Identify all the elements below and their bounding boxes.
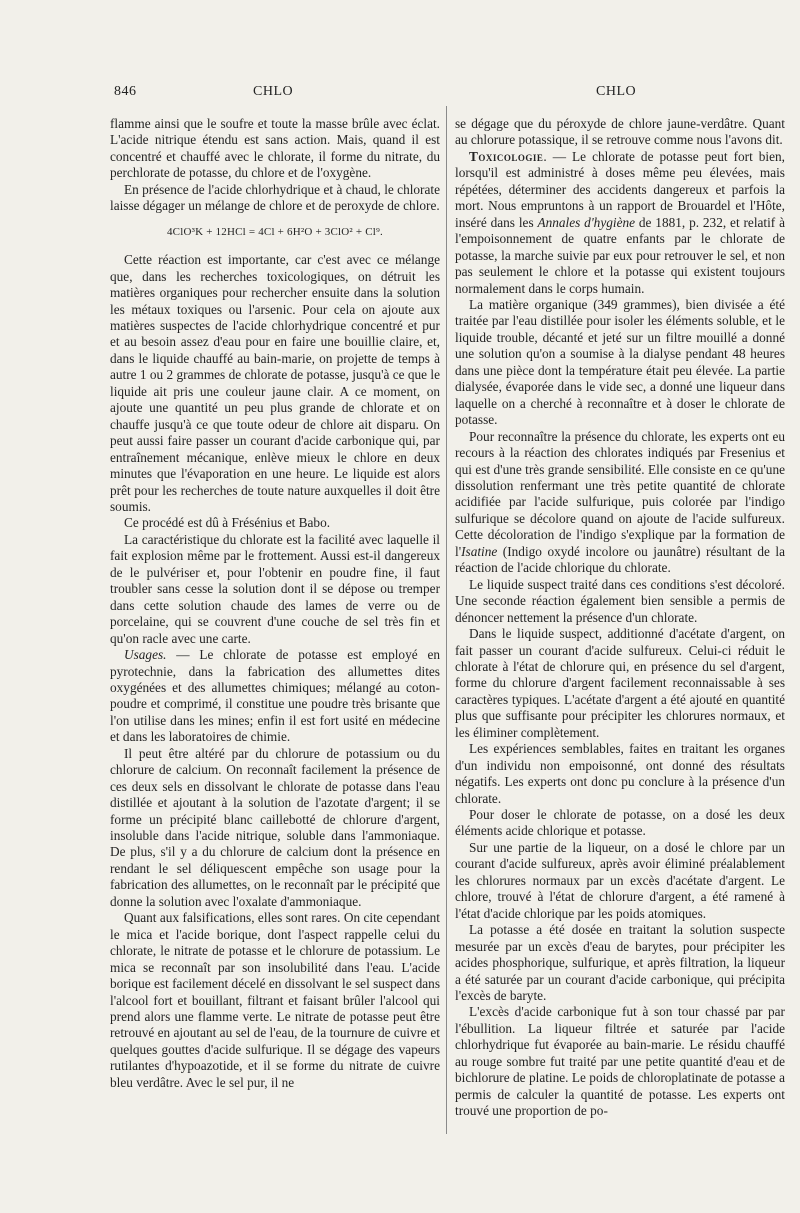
paragraph: se dégage que du péroxyde de chlore jaune-verdâtre. Quant au chlorure potassique, il se retrouve comme nous l'avons dit. (455, 116, 785, 148)
paragraph-toxicologie (455, 149, 785, 297)
column-divider (446, 106, 447, 1134)
page-header (0, 84, 800, 106)
paragraph: La matière organique (349 grammes), bien divisée a été traitée par l'eau distillée pour isoler les éléments soluble, et le liquide trouble, décanté et jeté sur un filtre mouillé a donné une solution qu'on a soumise à la dialyse pendant 48 heures dans une pièce dont la température était peu élevée. La partie dialysée, évaporée dans le vide sec, a donné une liqueur dans laquelle on a cherché à reconnaître et à doser le chlorate de potasse. (455, 296, 785, 428)
page-number: 846 (114, 84, 137, 99)
paragraph: Sur une partie de la liqueur, on a dosé le chlore par un courant d'acide sulfureux, après avoir éliminé préalablement les chlorures normaux par un excès d'acétate d'argent. Le chlore, trouvé à l'état de chlorure d'argent, a été ramené à l'état d'acide chlorique par les poids atomiques. (455, 839, 785, 921)
paragraph-text: — Le chlorate de potasse est employé en pyrotechnie, dans la fabrication des allumettes dites oxygénées et des allumettes chimiques; mélangé au coton-poudre et comprimé, il constitue une poudre très brisante que l'on utilise dans les mines; enfin il est fort usité en médecine et dans les laboratoires de chimie. (110, 647, 440, 745)
paragraph: Quant aux falsifications, elles sont rares. On cite cependant le mica et l'acide borique, dont l'aspect rappelle celui du chlorate, le nitrate de potasse et le chlorure de potassium. Le mica se reconnaît par son insolubilité dans l'eau. L'acide borique est facilement décelé en dissolvant le sel suspect dans l'alcool fort et bouillant, filtrant et faisant brûler l'alcool qui prend alors une flamme verte. Le nitrate de potasse peut être retrouvé en ajoutant au sel de l'eau, de la tournure de cuivre et quelques gouttes d'acide sulfurique. Il se dégage des vapeurs rutilantes d'hypoazotide, et il se forme du nitrate de cuivre bleu verdâtre. Avec le sel pur, il ne (110, 910, 440, 1090)
journal-title: Annales d'hygiène (537, 214, 636, 230)
paragraph-text: de 1881, p. 232, et relatif à l'empoisonnement de quatre enfants par le chlorate de potasse, la marche suivie par eux pour retrouver le sel, et non pas seulement le chlore et la potasse qui existent toujours normalement dans le corps humain. (455, 214, 786, 296)
chemical-formula: 4ClO³K + 12HCl = 4Cl + 6H²O + 3ClO² + Cl⁹. (166, 225, 384, 238)
paragraph: flamme ainsi que le soufre et toute la masse brûle avec éclat. L'acide nitrique étendu est sans action. Mais, quand il est concentré et chauffé avec le chlorate, il forme du nitrate, du perchlorate de potasse, du chlore et de l'oxygène. (110, 116, 440, 181)
left-column (110, 116, 440, 1091)
section-heading-toxicologie: Toxicologie (469, 148, 544, 164)
paragraph: Pour doser le chlorate de potasse, on a dosé les deux éléments acide chlorique et potasse. (455, 807, 785, 839)
paragraph: En présence de l'acide chlorhydrique et à chaud, le chlorate laisse dégager un mélange de chlore et de peroxyde de chlore. (110, 181, 440, 214)
paragraph: Ce procédé est dû à Frésénius et Babo. (124, 515, 331, 531)
term-isatine: Isatine (461, 543, 498, 559)
paragraph: La caractéristique du chlorate est la facilité avec laquelle il fait explosion même par le frottement. Aussi est-il dangereux de le pulvériser et, pour l'obtenir en poudre fine, il faut troubler sans cesse la solution dont il se dépose ou tremper dans cette solution chaude des lames de verre ou de porcelaine, qui se couvrent d'une couche de sel très fin et qu'on racle avec une carte. (110, 531, 440, 646)
paragraph: Les expériences semblables, faites en traitant les organes d'un individu non empoisonné, ont donné des résultats négatifs. Les experts ont donc pu conclure à la présence d'un chlorate. (455, 741, 785, 806)
right-column (455, 116, 785, 1120)
paragraph: L'excès d'acide carbonique fut à son tour chassé par par l'ébullition. La liqueur filtrée et saturée par l'acide chlorhydrique fut évaporée au bain-marie. Le résidu chauffé au rouge sombre fut traité par une petite quantité d'eau et de bichlorure de platine. Le poids de chloroplatinate de potasse a permis de calculer la quantité de potasse. Les experts ont trouvé une proportion de po- (455, 1004, 785, 1119)
paragraph: Dans le liquide suspect, additionné d'acétate d'argent, on fait passer un courant d'acide sulfureux. Celui-ci réduit le chlorate à l'état de chlorure qui, en présence du sel d'argent, forme du chlorure d'argent facilement reconnaissable à ses caractères typiques. L'acétate d'argent a été ajouté en quantité plus que suffisante pour précipiter les chlorures normaux, et les éliminer complètement. (455, 626, 785, 740)
paragraph: Il peut être altéré par du chlorure de potassium ou du chlorure de calcium. On reconnaît facilement la présence de ces deux sels en dissolvant le chlorate de potasse dans l'eau distillée et ajoutant à la solution de l'azotate d'argent; il se forme un précipité blanc caillebotté de chlorure d'argent, insoluble dans l'acide nitrique, soluble dans l'ammoniaque. De plus, s'il y a du chlorure de calcium dont la présence en rendant le sel déliquescent empêche son usage pour la fabrication des allumettes, on le reconnaît par le précipité que donne la solution avec l'oxalate d'ammoniaque. (110, 745, 440, 909)
paragraph-text: Pour reconnaître la présence du chlorate, les experts ont eu recours à la réaction des chlorates indiqués par Fresenius et qui est d'une très grande sensibilité. Elle consiste en ce qu'une dissolution renfermant une très petite quantité de chlorate acidifiée par l'acide sulfurique, puis colorée par l'indigo sulfurique se décolore quand on ajoute de l'acide sulfureux. Cette décoloration de l'indigo s'explique par la formation de l' (455, 428, 785, 559)
paragraph: La potasse a été dosée en traitant la solution suspecte mesurée par un excès d'eau de barytes, pour précipiter les acides phosphorique, sulfurique, et après filtration, la liqueur a été saturée par un courant d'acide carbonique, qui précipita l'excès de baryte. (455, 922, 785, 1004)
section-heading-usages: Usages. (124, 647, 167, 663)
paragraph: Le liquide suspect traité dans ces conditions s'est décoloré. Une seconde réaction également bien sensible a permis de dénoncer nettement la présence d'un chlorate. (455, 576, 785, 625)
running-head-right: CHLO (596, 84, 637, 99)
paragraph-usages (110, 647, 440, 746)
paragraph (455, 429, 785, 577)
running-head-left: CHLO (253, 84, 294, 99)
paragraph-text: . — Le chlorate de potasse peut fort bien, lorsqu'il est administré à doses même peu élevées, mais répétées, déterminer des accidents dangereux et parfois la mort. Nous empruntons à un rapport de Brouardel et l'Hôte, inséré dans les (455, 148, 785, 230)
paragraph: Cette réaction est importante, car c'est avec ce mélange que, dans les recherches toxicologiques, on détruit les matières organiques pour rechercher ensuite dans la solution les métaux toxiques ou l'arsenic. Pour cela on ajoute aux matières suspectes de l'acide chlorhydrique concentré et pur et au besoin assez d'eau pour en faire une bouillie claire, et, dans le liquide chauffé au bain-marie, on projette de temps à autre 1 ou 2 grammes de chlorate de potasse, jusqu'à ce que le liquide ait pris une couleur jaune clair. A ce moment, on ajoute une quantité un peu plus grande de chlorate et on chauffe jusqu'à ce que toute odeur de chlore ait disparu. On peut aussi faire passer un courant d'acide carbonique qui, par entraînement mécanique, enlève mieux le chlore en deux minutes que l'évaporation en une heure. Le liquide est alors prêt pour les recherches de toute nature auxquelles il doit être soumis. (110, 252, 440, 514)
paragraph-text: (Indigo oxydé incolore ou jaunâtre) résultant de la réaction de l'acide chlorique du chlorate. (455, 543, 785, 576)
